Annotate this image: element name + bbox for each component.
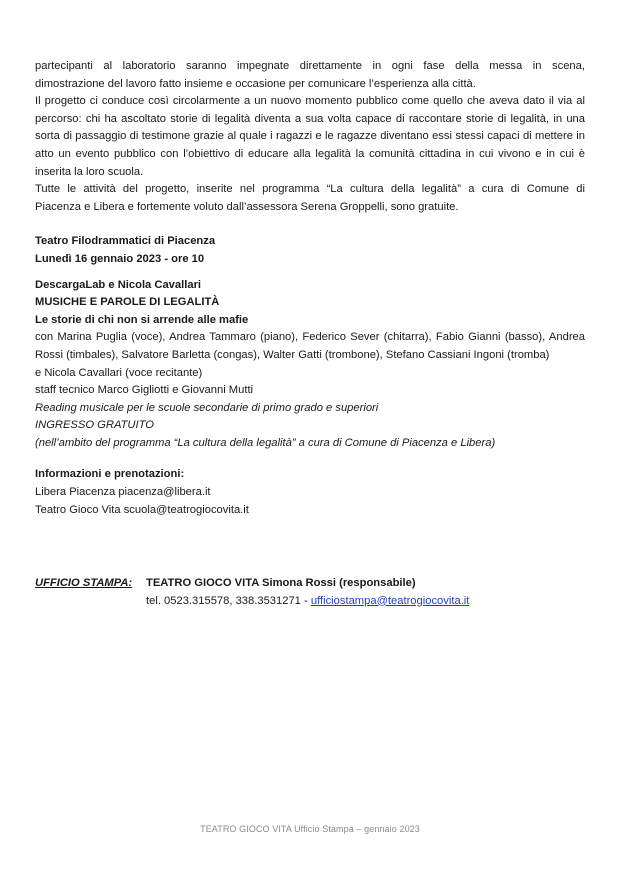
info-contact: Libera Piacenza piacenza@libera.it (35, 486, 211, 499)
info-contact: Teatro Gioco Vita scuola@teatrogiocovita.it (35, 503, 249, 516)
press-office-label: UFFICIO STAMPA: (35, 577, 133, 589)
event-authors: DescargaLab e Nicola Cavallari (35, 278, 202, 291)
paragraph-line: dimostrazione del lavoro fatto insieme e occasione per comunicare l’esperienza alla città. (35, 77, 476, 90)
event-subtitle: Le storie di chi non si arrende alle mafie (35, 313, 249, 326)
paragraph-line: partecipanti al laboratorio saranno impegnate direttamente in ogni fase della messa in scena, (35, 60, 585, 72)
event-program-note: (nell’ambito del programma “La cultura della legalità” a cura di Comune di Piacenza e Libera) (35, 436, 496, 449)
event-audience: Reading musicale per le scuole secondarie di primo grado e superiori (35, 401, 379, 414)
event-staff: staff tecnico Marco Gigliotti e Giovanni Mutti (35, 384, 254, 397)
paragraph-line: inserita la loro scuola. (35, 165, 144, 178)
event-cast-line: Rossi (timbales), Salvatore Barletta (congas), Walter Gatti (trombone), Stefano Cassiani Ingoni (tromba) (35, 348, 550, 361)
paragraph-line: Piacenza e Libera e fortemente voluto dall’assessora Serena Groppelli, sono gratuite. (35, 200, 459, 213)
paragraph-line: percorso: chi ha ascoltato storie di legalità diventa a sua volta capace di raccontare storie di legalità, in una (35, 112, 585, 125)
paragraph-line: sorta di passaggio di testimone grazie al quale i ragazzi e le ragazze diventano essi stessi capaci di mettere in (35, 130, 585, 143)
event-date: Lunedì 16 gennaio 2023 - ore 10 (35, 252, 205, 265)
press-office-name: TEATRO GIOCO VITA Simona Rossi (responsabile) (146, 577, 416, 589)
page-footer: TEATRO GIOCO VITA Ufficio Stampa – gennaio 2023 (200, 824, 420, 834)
press-office-phones: tel. 0523.315578, 338.3531271 - (146, 594, 311, 607)
event-cast-line: con Marina Puglia (voce), Andrea Tammaro (piano), Federico Sever (chitarra), Fabio Gianni (basso), Andrea (35, 331, 585, 344)
event-entry: INGRESSO GRATUITO (35, 419, 154, 432)
document-body (35, 58, 585, 519)
press-office-contacts (146, 593, 596, 611)
event-title: MUSICHE E PAROLE DI LEGALITÀ (35, 296, 220, 309)
info-heading: Informazioni e prenotazioni: (35, 468, 185, 481)
event-venue: Teatro Filodrammatici di Piacenza (35, 235, 216, 248)
paragraph-line: Il progetto ci conduce così circolarmente a un nuovo momento pubblico come quello che aveva dato il via al (35, 95, 585, 108)
paragraph-line: atto un evento pubblico con l’obiettivo di educare alla legalità la comunità cittadina in cui vivono e in cui è (35, 147, 585, 160)
event-cast-line: e Nicola Cavallari (voce recitante) (35, 366, 203, 379)
press-office-email-link[interactable]: ufficiostampa@teatrogiocovita.it (310, 594, 470, 607)
paragraph-line: Tutte le attività del progetto, inserite nel programma “La cultura della legalità” a cura di Comune di (35, 183, 585, 196)
